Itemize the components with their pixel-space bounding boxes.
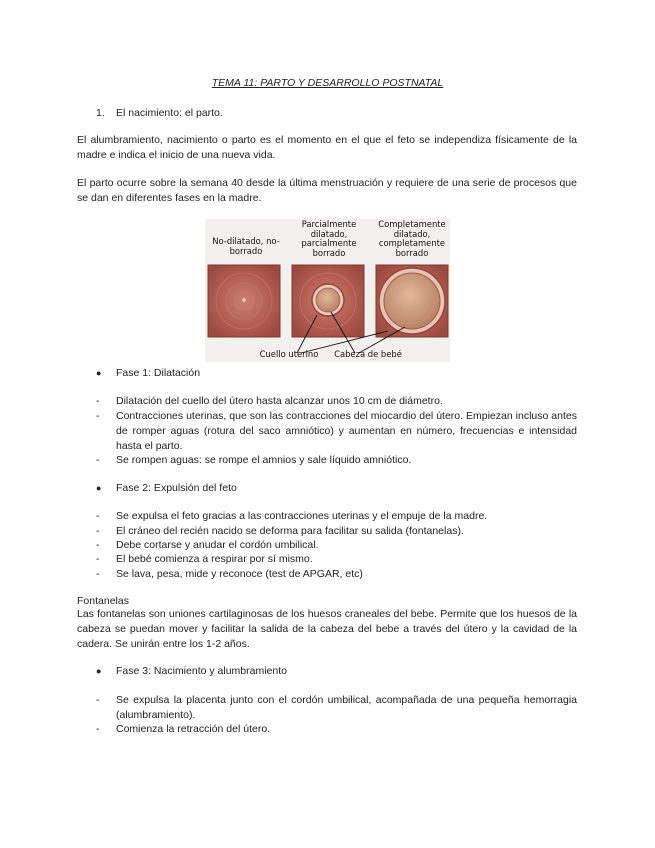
fontanelas-heading: Fontanelas bbox=[77, 595, 129, 607]
list-item-text: Debe cortarse y anudar el cordón umbilical. bbox=[116, 539, 319, 551]
list-item bbox=[96, 453, 577, 468]
dash-mark: - bbox=[96, 510, 100, 522]
label-cervix: Cuello uterino bbox=[259, 349, 319, 359]
dash-mark: - bbox=[96, 568, 100, 580]
list-item-text: El bebé comienza a respirar por sí mismo. bbox=[116, 553, 313, 565]
dash-mark: - bbox=[96, 539, 100, 551]
list-item-text: Se rompen aguas: se rompe el amnios y sale líquido amniótico. bbox=[116, 454, 412, 466]
section-number: 1. bbox=[96, 107, 105, 119]
bullet-icon: ● bbox=[96, 666, 102, 676]
dash-mark: - bbox=[96, 525, 100, 537]
dash-mark: - bbox=[96, 553, 100, 565]
panel-completely-dilated bbox=[376, 265, 448, 337]
bullet-icon: ● bbox=[96, 483, 102, 493]
page-title: TEMA 11: PARTO Y DESARROLLO POSTNATAL bbox=[211, 77, 444, 89]
phase3-heading bbox=[96, 664, 287, 679]
panel-not-dilated bbox=[208, 265, 280, 337]
label-completely-dilated: Completamente dilatado, completamente borrado bbox=[378, 219, 446, 258]
list-item bbox=[96, 538, 577, 553]
label-baby-head: Cabeza de bebé bbox=[334, 349, 402, 359]
label-partially-dilated: Parcialmente dilatado, parcialmente borrado bbox=[301, 219, 357, 258]
label-not-dilated: No-dilatado, no-borrado bbox=[212, 236, 280, 256]
paragraph-weeks: El parto ocurre sobre la semana 40 desde la última menstruación y requiere de una serie de procesos que se dan en diferentes fases en la madre. bbox=[77, 177, 577, 204]
phase2-heading bbox=[96, 481, 237, 496]
panel-partially-dilated bbox=[292, 265, 364, 337]
section-heading-text: El nacimiento: el parto. bbox=[116, 107, 223, 119]
phase2-title: Fase 2: Expulsión del feto bbox=[116, 482, 237, 494]
section-heading bbox=[96, 106, 223, 121]
phase1-title: Fase 1: Dilatación bbox=[116, 367, 201, 379]
dash-mark: - bbox=[96, 395, 100, 407]
list-item-text: Dilatación del cuello del útero hasta alcanzar unos 10 cm de diámetro. bbox=[116, 395, 443, 407]
fontanelas-text: Las fontanelas son uniones cartilaginosas de los huesos craneales del bebe. Permite que los huesos de la cabeza se puedan mover y facilitar la salida de la cabeza del bebe a través del útero y la cavidad de la cadera. Se unirán entre los 1-2 años. bbox=[77, 608, 577, 650]
list-item bbox=[96, 509, 577, 524]
list-item-text: Contracciones uterinas, que son las contracciones del miocardio del útero. Empiezan incluso antes de romper aguas (rotura del saco amniótico) y aumentan en número, frecuencias e intensidad hasta el parto. bbox=[116, 410, 577, 452]
list-item-text: Se expulsa la placenta junto con el cordón umbilical, acompañada de una pequeña hemorragia (alumbramiento). bbox=[116, 694, 577, 721]
list-item bbox=[96, 552, 577, 567]
dash-mark: - bbox=[96, 454, 100, 466]
phase1-heading bbox=[96, 366, 200, 381]
dash-mark: - bbox=[96, 410, 100, 422]
cervix-dilation-figure bbox=[205, 219, 450, 362]
paragraph-intro: El alumbramiento, nacimiento o parto es el momento en el que el feto se independiza físicamente de la madre e indica el inicio de una nueva vida. bbox=[77, 134, 577, 161]
list-item-text: Comienza la retracción del útero. bbox=[116, 723, 271, 735]
list-item-text: Se lava, pesa, mide y reconoce (test de APGAR, etc) bbox=[116, 568, 363, 580]
phase3-title: Fase 3: Nacimiento y alumbramiento bbox=[116, 665, 287, 677]
bullet-icon: ● bbox=[96, 368, 102, 378]
list-item bbox=[96, 722, 577, 737]
dash-mark: - bbox=[96, 723, 100, 735]
list-item bbox=[96, 693, 577, 723]
list-item bbox=[96, 394, 577, 409]
list-item bbox=[96, 409, 577, 454]
list-item-text: El cráneo del recién nacido se deforma para facilitar su salida (fontanelas). bbox=[116, 525, 464, 537]
list-item-text: Se expulsa el feto gracias a las contracciones uterinas y el empuje de la madre. bbox=[116, 510, 488, 522]
dash-mark: - bbox=[96, 694, 100, 706]
list-item bbox=[96, 524, 577, 539]
list-item bbox=[96, 567, 577, 582]
